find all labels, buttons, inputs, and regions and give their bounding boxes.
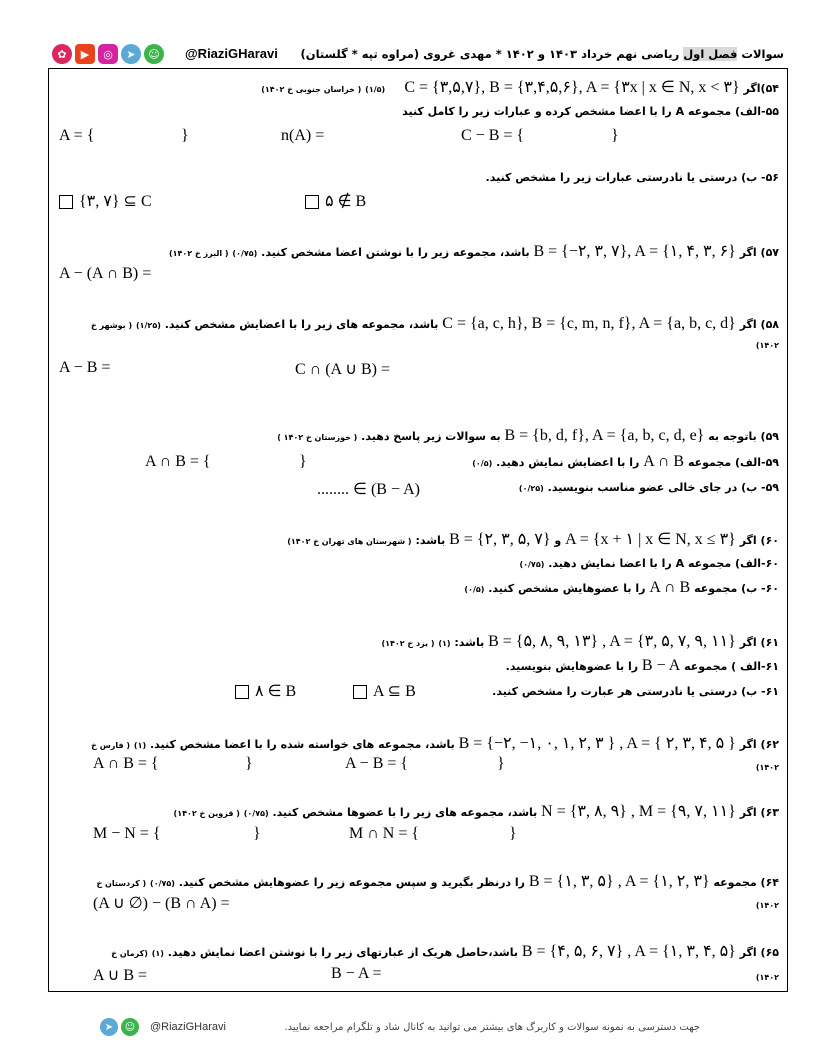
q65-label: ۶۵) اگر bbox=[739, 946, 779, 959]
q60-b-score: (۰/۵) bbox=[464, 585, 485, 594]
q58-rest: باشد، مجموعه های زیر را با اعضایش مشخص کنید. bbox=[164, 318, 439, 331]
q61-a-line bbox=[506, 657, 779, 675]
q59-label: ۵۹) باتوجه به bbox=[708, 430, 779, 443]
q62-line bbox=[91, 733, 779, 753]
q65-source: (کرمان خ bbox=[111, 949, 148, 958]
telegram-icon[interactable]: ➤ bbox=[100, 1018, 118, 1036]
q58-expr-1: A − B = bbox=[59, 359, 111, 376]
q64-rest: را درنظر بگیرید و سپس مجموعه زیر را عضوهایش مشخص کنید. bbox=[178, 876, 526, 889]
q59-math: B = {b, d, f}, A = {a, b, c, d, e} bbox=[504, 427, 705, 444]
q55-a-close: } bbox=[181, 127, 189, 144]
q57-label: ۵۷) اگر bbox=[739, 246, 779, 259]
q61-line bbox=[381, 631, 779, 651]
q59-a-label: ۵۹-الف) مجموعه bbox=[687, 456, 779, 469]
q60-b-label: ۶۰- ب) مجموعه bbox=[694, 582, 779, 595]
q54-source: ( خراسان جنوبی خ ۱۴۰۲) bbox=[261, 85, 362, 94]
checkbox[interactable] bbox=[353, 685, 367, 699]
q59-line bbox=[277, 427, 779, 445]
q63-line bbox=[174, 801, 779, 821]
q62-score: (۱) bbox=[133, 741, 147, 750]
q54-score: (۱/۵) bbox=[365, 85, 386, 94]
q60-b-line bbox=[464, 579, 779, 597]
q61-s1-text: A ⊆ B bbox=[373, 683, 416, 700]
q59-a-close: } bbox=[299, 453, 307, 470]
q55-a-expr: A = { bbox=[59, 127, 95, 144]
q62-math: B = {−۲, −۱, ۰, ۱, ۲, ۳ } , A = { ۲, ۳, ۴, ۵ } bbox=[458, 735, 736, 752]
title-post: ریاضی نهم خرداد ۱۴۰۳ و ۱۴۰۲ * مهدی غروی (مراوه تپه * گلستان) bbox=[300, 47, 684, 61]
q59-b-expr: ........ ∈ (B − A) bbox=[317, 481, 420, 498]
q64-expr: (A ∪ ∅) − (B ∩ A) = bbox=[93, 895, 230, 912]
q59-a-math: A ∩ B bbox=[643, 453, 685, 470]
page-title bbox=[301, 47, 784, 61]
q61-label: ۶۱) اگر bbox=[739, 636, 779, 649]
q63-score: (۰/۷۵) bbox=[243, 809, 269, 818]
q59-a-expr: A ∩ B = { bbox=[145, 453, 211, 470]
q54-label: ۵۴)اگر bbox=[743, 82, 779, 95]
q59-source: ( خوزستان خ ۱۴۰۲ ) bbox=[277, 433, 358, 442]
q57-line bbox=[169, 241, 779, 261]
q63-expr-2-close: } bbox=[509, 825, 517, 842]
q61-statement-2 bbox=[235, 681, 296, 701]
q63-math: N = {۳, ۸, ۹} , M = {۹, ۷, ۱۱} bbox=[541, 803, 736, 820]
q65-rest: باشد،حاصل هریک از عبارتهای زیر را با نوشتن اعضا نمایش دهید. bbox=[167, 946, 519, 959]
q64-source-year: ۱۴۰۲) bbox=[755, 901, 779, 910]
q58-expr-2: C ∩ (A ∪ B) = bbox=[295, 361, 390, 378]
q59-b-line bbox=[519, 481, 779, 494]
q56-s2-text: ۵ ∉ B bbox=[325, 193, 367, 210]
page-footer bbox=[100, 1018, 700, 1040]
q65-expr-2: B − A = bbox=[331, 965, 382, 982]
q65-expr-1: A ∪ B = bbox=[93, 967, 148, 984]
q58-label: ۵۸) اگر bbox=[739, 318, 779, 331]
q65-line bbox=[111, 941, 779, 961]
checkbox[interactable] bbox=[305, 195, 319, 209]
q57-math: B = {−۲, ۳, ۷}, A = {۱, ۴, ۳, ۶} bbox=[533, 243, 736, 260]
q59-a-score: (۰/۵) bbox=[472, 459, 493, 468]
q65-score: (۱) bbox=[151, 949, 164, 958]
q64-source: ( کردستان خ bbox=[96, 879, 147, 888]
q61-a-math: B − A bbox=[641, 657, 681, 674]
q63-expr-2: M ∩ N = { bbox=[349, 825, 420, 842]
q60-a-line bbox=[519, 557, 779, 570]
q55-line: ۵۵-الف) مجموعه A را با اعضا مشخص کرده و عبارات زیر را کامل کنید bbox=[402, 105, 779, 118]
q60-a-score: (۰/۷۵) bbox=[519, 560, 545, 569]
shad-icon[interactable]: ☺ bbox=[121, 1018, 139, 1036]
q59-b-label: ۵۹- ب) در جای خالی عضو مناسب بنویسید. bbox=[547, 481, 779, 494]
telegram-icon[interactable]: ➤ bbox=[121, 44, 141, 64]
q61-a-label: ۶۱-الف ) مجموعه bbox=[684, 660, 779, 673]
q64-score: (۰/۷۵) bbox=[150, 879, 175, 888]
q58-math: C = {a, c, h}, B = {c, m, n, f}, A = {a, b, c, d} bbox=[442, 315, 736, 332]
checkbox[interactable] bbox=[59, 195, 73, 209]
page-header bbox=[48, 44, 788, 68]
q55-cb-close: } bbox=[611, 127, 619, 144]
q63-source: ( قزوین خ ۱۴۰۲) bbox=[173, 809, 240, 818]
title-highlight: فصل اول bbox=[683, 47, 738, 61]
q64-line bbox=[96, 871, 779, 891]
q54-math: C = {۳,۵,۷}, B = {۳,۴,۵,۶}, A = {۳x | x ∈ N, x < ۳} bbox=[404, 79, 740, 96]
q62-expr-1: A ∩ B = { bbox=[93, 755, 159, 772]
q63-expr-1: M − N = { bbox=[93, 825, 161, 842]
q61-score: (۱) bbox=[438, 639, 451, 648]
q60-label: ۶۰) اگر bbox=[739, 534, 779, 547]
footer-handle: @RiaziGHaravi bbox=[150, 1021, 226, 1033]
question-frame bbox=[48, 68, 788, 992]
q65-math: B = {۴, ۵, ۶, ۷} , A = {۱, ۳, ۴, ۵} bbox=[521, 943, 736, 960]
q62-label: ۶۲) اگر bbox=[739, 738, 779, 751]
q58-source-year: ۱۴۰۲) bbox=[755, 341, 779, 350]
q62-rest: باشد، مجموعه های خواسته شده را با اعضا مشخص کنید. bbox=[149, 738, 455, 751]
q59-b-score: (۰/۲۵) bbox=[518, 484, 544, 493]
q61-source: ( یزد خ ۱۴۰۲) bbox=[381, 639, 435, 648]
q57-rest: باشد، مجموعه زیر را با نوشتن اعضا مشخص کنید. bbox=[261, 246, 530, 259]
q60-rest: باشد: bbox=[415, 534, 446, 547]
q61-b-line: ۶۱- ب) درستی یا نادرستی هر عبارت را مشخص کنید. bbox=[492, 685, 779, 698]
q62-expr-2-close: } bbox=[497, 755, 505, 772]
q59-a-rest: را با اعضایش نمایش دهید. bbox=[496, 456, 640, 469]
q60-b-math: A ∩ B bbox=[649, 579, 691, 596]
q62-source-year: ۱۴۰۲) bbox=[755, 763, 779, 772]
roobix-icon[interactable]: ✿ bbox=[52, 44, 72, 64]
q58-line bbox=[91, 315, 779, 333]
q60-line bbox=[287, 529, 779, 549]
shad-icon[interactable]: ☺ bbox=[144, 44, 164, 64]
channel-handle: @RiaziGHaravi bbox=[185, 46, 278, 61]
q58-score: (۱/۲۵) bbox=[135, 321, 161, 330]
checkbox[interactable] bbox=[235, 685, 249, 699]
q60-b-rest: را با عضوهایش مشخص کنید. bbox=[488, 582, 646, 595]
q54-line bbox=[261, 77, 779, 97]
q60-and: و bbox=[554, 534, 562, 547]
q59-a-line bbox=[472, 453, 779, 471]
q61-rest: باشد: bbox=[454, 636, 485, 649]
q56-statement-1 bbox=[59, 191, 152, 211]
q61-a-rest: را با عضوهایش بنویسید. bbox=[505, 660, 639, 673]
q64-math: B = {۱, ۳, ۵} , A = {۱, ۲, ۳} bbox=[528, 873, 710, 890]
q62-expr-2: A − B = { bbox=[345, 755, 409, 772]
title-pre: سوالات bbox=[737, 47, 784, 61]
q60-a-label: ۶۰-الف) مجموعه A را با اعضا نمایش دهید. bbox=[548, 557, 779, 570]
instagram-icon[interactable]: ◎ bbox=[98, 44, 118, 64]
q55-n-expr: n(A) = bbox=[281, 127, 325, 144]
q62-source: ( فارس خ bbox=[91, 741, 131, 750]
q58-source: ( بوشهر خ bbox=[90, 321, 133, 330]
q57-expr: A − (A ∩ B) = bbox=[59, 265, 152, 282]
q63-expr-1-close: } bbox=[253, 825, 261, 842]
social-icons bbox=[52, 44, 164, 64]
q60-math-b: B = {۲, ۳, ۵, ۷} bbox=[449, 531, 551, 548]
q65-source-year: ۱۴۰۲) bbox=[755, 973, 779, 982]
q61-math: B = {۵, ۸, ۹, ۱۳} , A = {۳, ۵, ۷, ۹, ۱۱} bbox=[488, 633, 736, 650]
q59-rest: به سوالات زیر پاسخ دهید. bbox=[361, 430, 501, 443]
q61-statement-1 bbox=[353, 681, 416, 701]
q57-source: ( البرز خ ۱۴۰۲) bbox=[169, 249, 229, 258]
q55-cb-expr: C − B = { bbox=[461, 127, 525, 144]
youtube-icon[interactable]: ▶ bbox=[75, 44, 95, 64]
q56-statement-2 bbox=[305, 191, 366, 211]
q56-s1-text: {۳, ۷} ⊆ C bbox=[79, 193, 152, 210]
q56-line: ۵۶- ب) درستی یا نادرستی عبارات زیر را مشخص کنید. bbox=[485, 171, 779, 184]
footer-text: جهت دسترسی به نمونه سوالات و کاربرگ های بیشتر می توانید به کانال شاد و تلگرام مراجعه نمایید. bbox=[284, 1022, 700, 1033]
q61-s2-text: ۸ ∈ B bbox=[255, 683, 297, 700]
q63-label: ۶۳) اگر bbox=[739, 806, 779, 819]
q64-label: ۶۴) مجموعه bbox=[713, 876, 779, 889]
q60-source: ( شهرستان های تهران خ ۱۴۰۲) bbox=[287, 537, 412, 546]
q62-expr-1-close: } bbox=[245, 755, 253, 772]
q57-score: (۰/۷۵) bbox=[232, 249, 258, 258]
q63-rest: باشد، مجموعه های زیر را با عضوها مشخص کنید. bbox=[272, 806, 538, 819]
footer-icons bbox=[100, 1018, 139, 1036]
q60-math-a: A = {x + ۱ | x ∈ N, x ≤ ۳} bbox=[565, 531, 736, 548]
